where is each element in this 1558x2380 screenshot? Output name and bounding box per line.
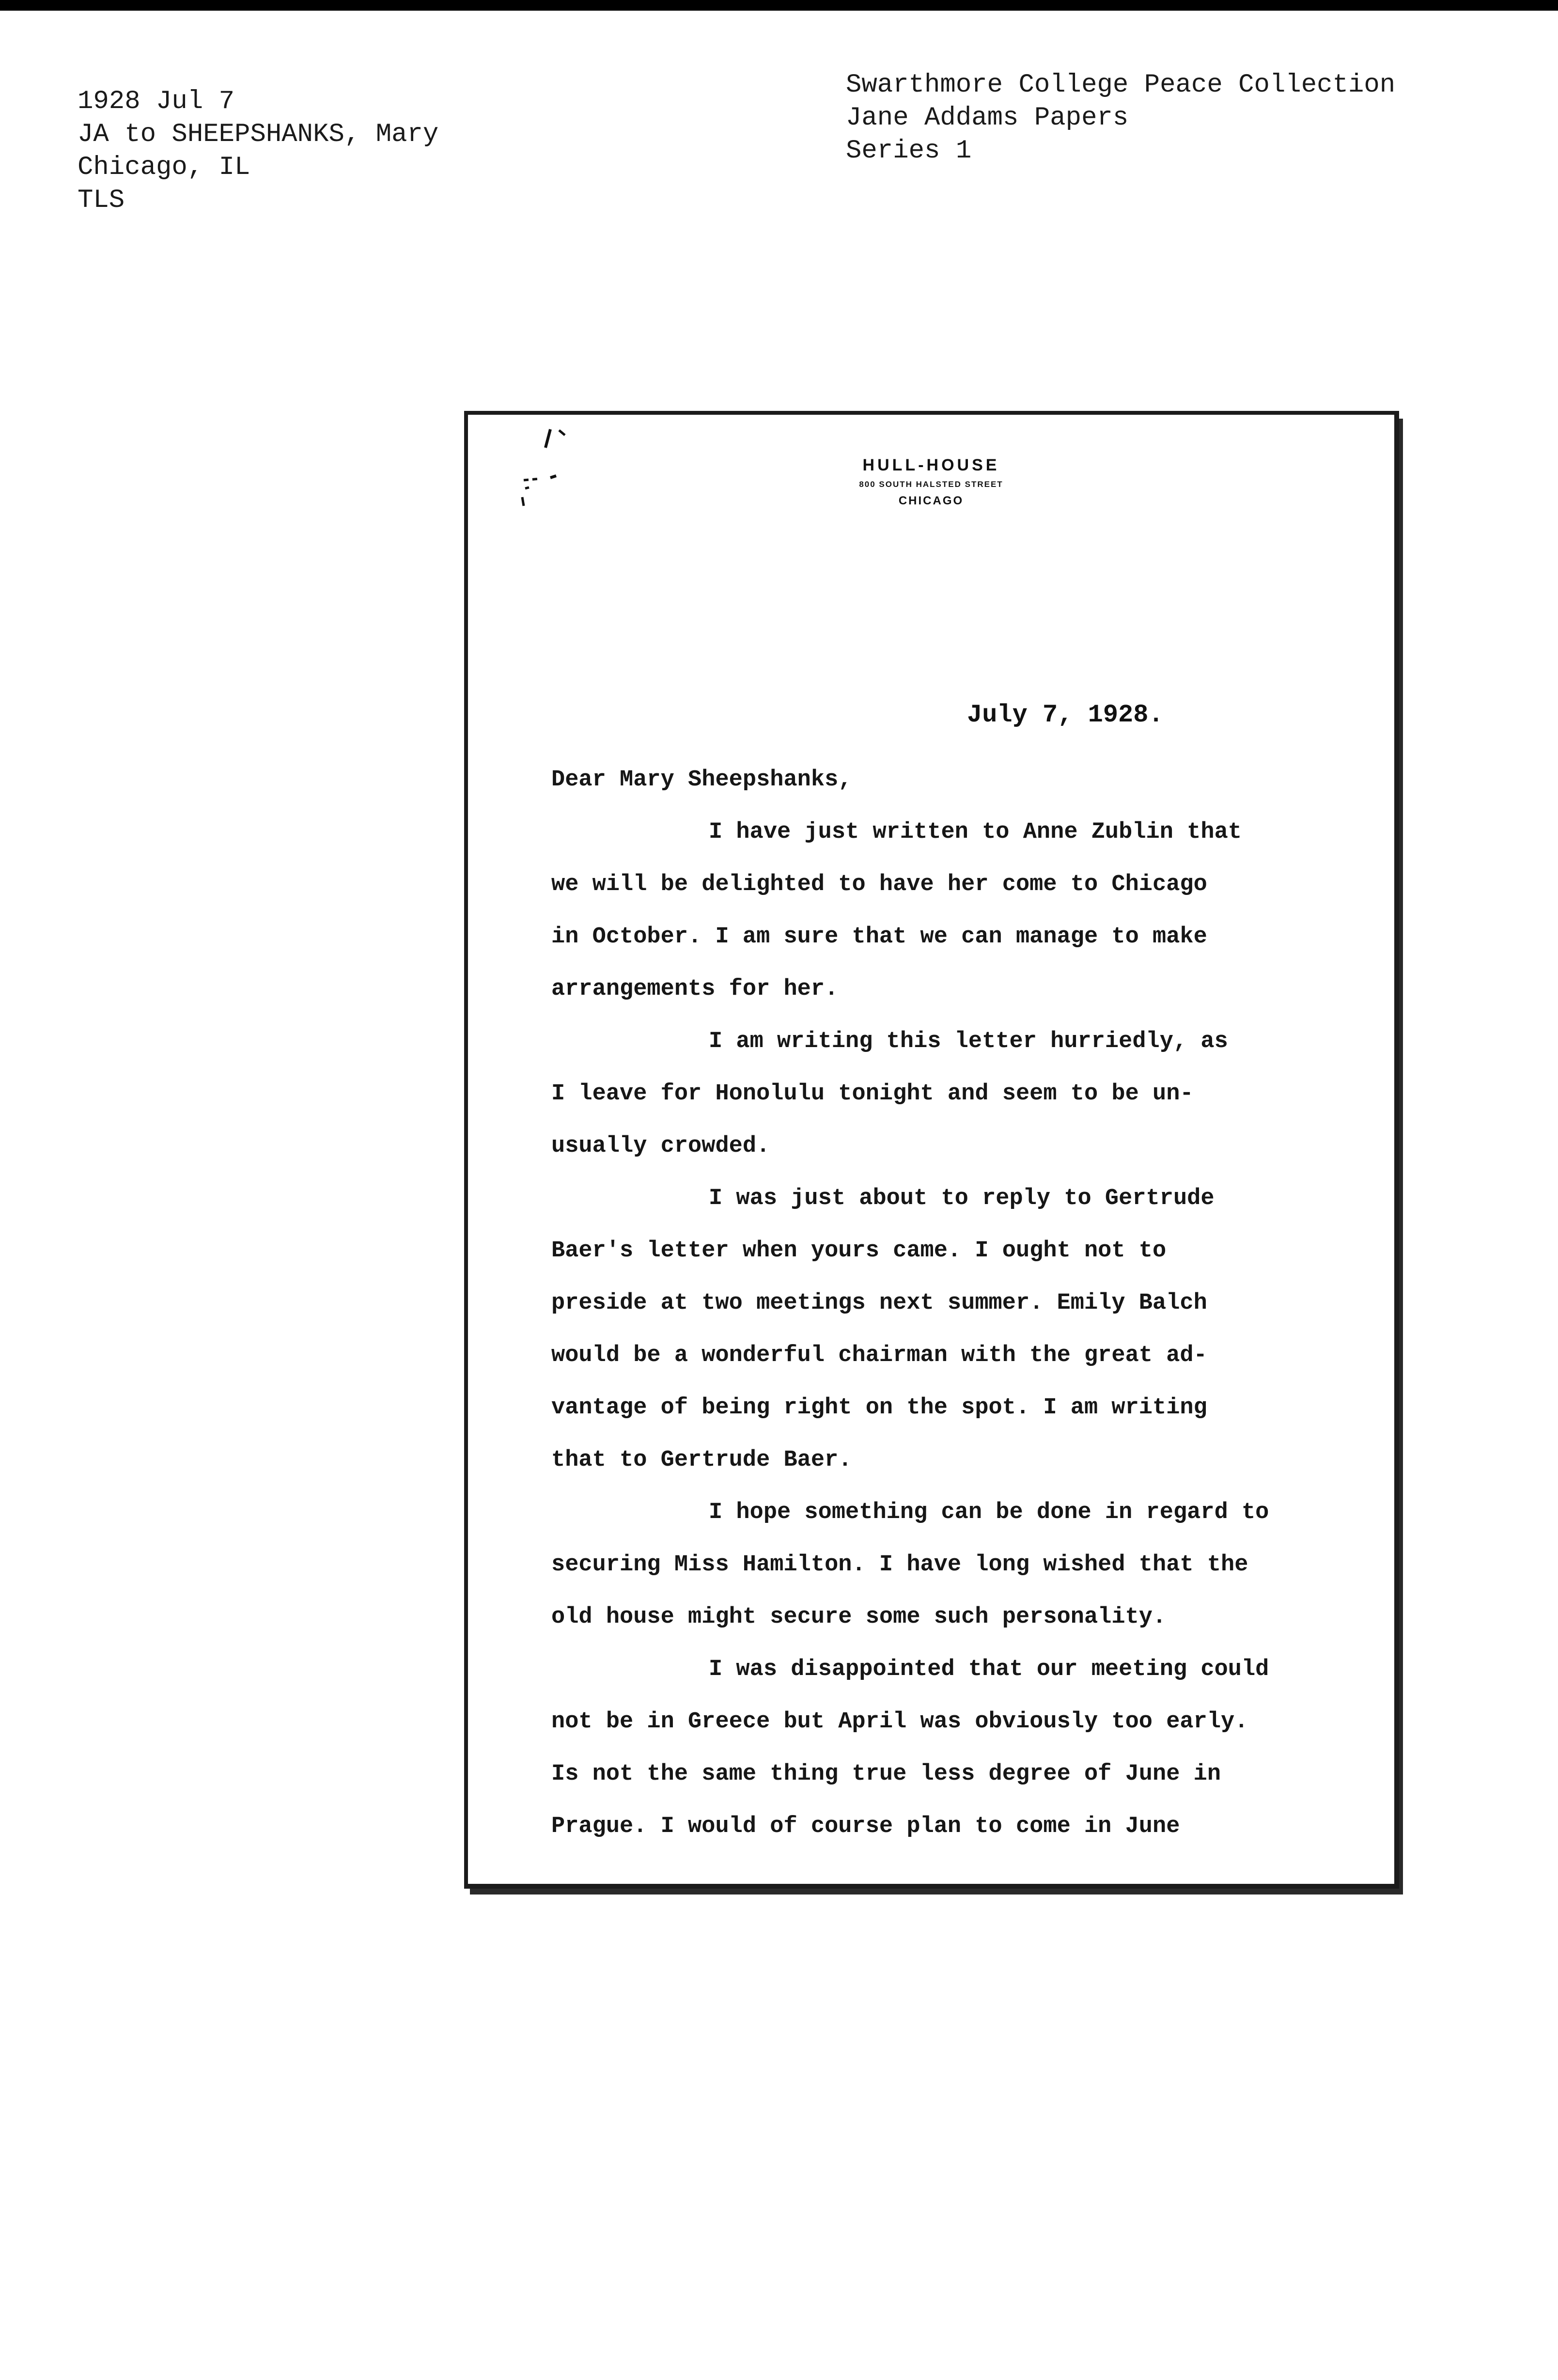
letterhead-city: CHICAGO xyxy=(898,494,964,507)
letter-body xyxy=(551,754,1346,1853)
collection-name: Swarthmore College Peace Collection xyxy=(846,70,1396,100)
collection-series: Series 1 xyxy=(846,136,972,166)
citation-date: 1928 Jul 7 xyxy=(78,87,235,116)
body-line: arrangements for her. xyxy=(551,976,839,1002)
citation-correspondents: JA to SHEEPSHANKS, Mary xyxy=(78,120,439,149)
body-line: I have just written to Anne Zublin that xyxy=(709,819,1242,845)
salutation: Dear Mary Sheepshanks, xyxy=(551,767,852,793)
body-line: we will be delighted to have her come to Chicago xyxy=(551,872,1207,897)
body-line: I was just about to reply to Gertrude xyxy=(709,1186,1215,1211)
collection-papers: Jane Addams Papers xyxy=(846,103,1129,133)
body-line: Is not the same thing true less degree of June in xyxy=(551,1761,1221,1787)
body-line: that to Gertrude Baer. xyxy=(551,1447,852,1473)
letterhead xyxy=(468,456,1394,508)
body-line: I hope something can be done in regard to xyxy=(709,1500,1269,1525)
body-line: I leave for Honolulu tonight and seem to be un- xyxy=(551,1081,1194,1107)
letter-date: July 7, 1928. xyxy=(967,701,1164,729)
body-line: securing Miss Hamilton. I have long wished that the xyxy=(551,1552,1248,1578)
body-line: I am writing this letter hurriedly, as xyxy=(709,1029,1228,1054)
letterhead-street: 800 SOUTH HALSTED STREET xyxy=(859,480,1003,489)
body-line: I was disappointed that our meeting could xyxy=(709,1657,1269,1682)
body-line: old house might secure some such personality. xyxy=(551,1604,1167,1630)
body-line: in October. I am sure that we can manage to make xyxy=(551,924,1207,950)
letter-sheet xyxy=(464,411,1399,1889)
body-line: Baer's letter when yours came. I ought not to xyxy=(551,1238,1167,1264)
body-line: preside at two meetings next summer. Emily Balch xyxy=(551,1290,1207,1316)
citation-place: Chicago, IL xyxy=(78,153,250,182)
letterhead-name: HULL-HOUSE xyxy=(862,456,1000,474)
body-line: not be in Greece but April was obviously too early. xyxy=(551,1709,1248,1735)
citation-type: TLS xyxy=(78,186,125,215)
body-line: vantage of being right on the spot. I am writing xyxy=(551,1395,1207,1421)
body-line: Prague. I would of course plan to come in June xyxy=(551,1814,1180,1839)
scan-edge xyxy=(0,0,1558,11)
archive-citation xyxy=(78,85,438,217)
archive-collection xyxy=(846,69,1395,168)
body-line: usually crowded. xyxy=(551,1133,770,1159)
body-line: would be a wonderful chairman with the great ad- xyxy=(551,1343,1207,1368)
